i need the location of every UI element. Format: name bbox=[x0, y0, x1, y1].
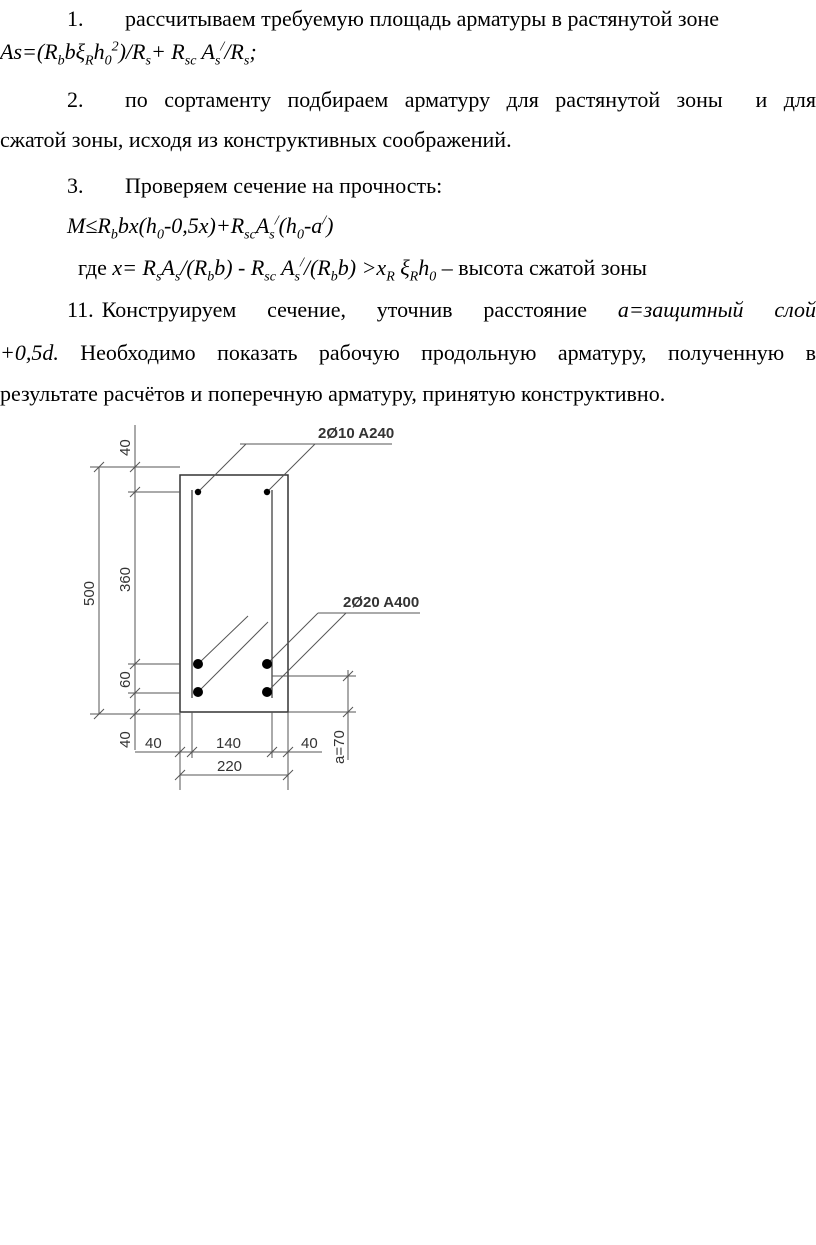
formula-3: где $x= R_sA_s/(R_bb) - R_{sc}$ $A_s^//(R_bb) >x_R$ $\xi_Rh_0$ – высота сжатой зоны bbox=[78, 255, 647, 285]
bottom-rebar-right-lower bbox=[262, 687, 272, 697]
item-11-number: 11. bbox=[67, 297, 94, 322]
item-2-line-1: 2. по сортаменту подбираем арматуру для растянутой зоны и для bbox=[67, 87, 816, 112]
dim-220: 220 bbox=[217, 758, 243, 775]
item-2-line-2: сжатой зоны, исходя из конструктивных соображений. bbox=[0, 127, 512, 152]
label-top-rebar: 2Ø10 A240 bbox=[318, 425, 395, 442]
item-3-number: 3. bbox=[67, 173, 84, 198]
dim-360: 360 bbox=[117, 566, 134, 592]
item-11-line-1: 11. Конструируем сечение, уточнив расстояние a=защитный слой bbox=[67, 297, 816, 322]
item-2-number: 2. bbox=[67, 87, 84, 112]
dim-140: 140 bbox=[216, 735, 242, 752]
dim-a70: a=70 bbox=[331, 730, 348, 764]
formula-1: $As=(R_bb\xi_Rh_0^2)/R_s+ R_{sc}$ $A_s^//R_s$; bbox=[0, 39, 257, 69]
bottom-rebar-left-lower bbox=[193, 687, 203, 697]
dim-40-top: 40 bbox=[117, 439, 134, 456]
dim-40-bottom: 40 bbox=[117, 731, 134, 748]
label-bottom-rebar: 2Ø20 A400 bbox=[343, 594, 420, 611]
dim-60: 60 bbox=[117, 671, 134, 688]
item-1-number: 1. bbox=[67, 6, 84, 31]
bottom-rebar-left-upper bbox=[193, 659, 203, 669]
top-rebar-right bbox=[264, 489, 270, 495]
formula-2: $M\le R_bbx(h_0-0,5x)+R_{sc}A_s^/(h_0-a^/)$ bbox=[67, 213, 334, 243]
item-1-text: рассчитываем требуемую площадь арматуры в растянутой зоне bbox=[125, 6, 719, 31]
dim-40-right: 40 bbox=[301, 735, 318, 752]
bottom-rebar-right-upper bbox=[262, 659, 272, 669]
dim-40-left: 40 bbox=[145, 735, 162, 752]
item-11-line-3: результате расчётов и поперечную арматуру, принятую конструктивно. bbox=[0, 381, 666, 406]
item-11-line-2: +0,5d. Необходимо показать рабочую продольную арматуру, полученную в bbox=[0, 340, 816, 365]
top-rebar-left bbox=[195, 489, 201, 495]
item-3-text: Проверяем сечение на прочность: bbox=[125, 173, 443, 198]
dim-500: 500 bbox=[81, 580, 98, 606]
